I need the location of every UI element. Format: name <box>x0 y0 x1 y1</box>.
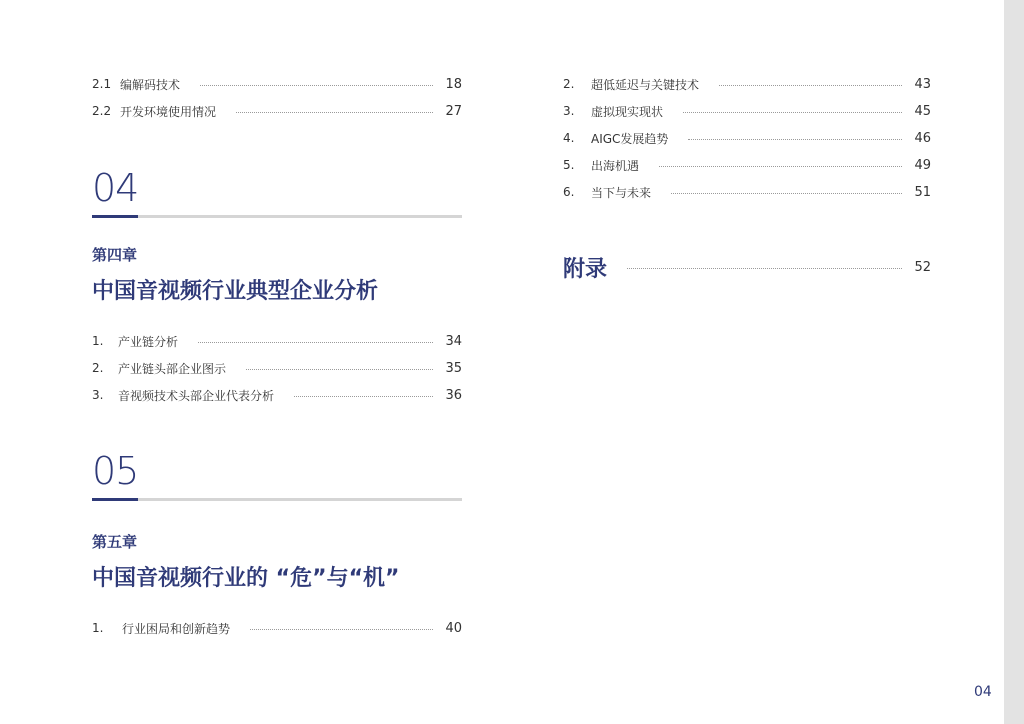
toc-entry-number: 2. <box>563 77 575 91</box>
toc-entry-label: 开发环境使用情况 <box>120 104 217 119</box>
toc-entry-label: 产业链分析 <box>118 334 179 349</box>
toc-entry-label: AIGC发展趋势 <box>591 131 669 146</box>
toc-entry-page: 27 <box>445 103 462 119</box>
chapter-5-number: 05 <box>92 449 139 493</box>
dot-leader <box>627 268 902 269</box>
toc-entry-label: 当下与未来 <box>591 185 652 200</box>
toc-entry[interactable] <box>92 386 462 404</box>
toc-entry[interactable] <box>92 359 462 377</box>
toc-entry[interactable] <box>92 619 462 637</box>
toc-entry[interactable] <box>563 129 931 147</box>
toc-entry-label: 编解码技术 <box>120 77 181 92</box>
chapter-5-label: 第五章 <box>92 533 138 551</box>
chapter-4-divider-accent <box>92 215 138 218</box>
toc-entry[interactable] <box>563 156 931 174</box>
toc-entry-number: 5. <box>563 158 575 172</box>
toc-entry[interactable] <box>92 102 462 120</box>
chapter-5-divider-accent <box>92 498 138 501</box>
dot-leader <box>198 342 433 343</box>
dot-leader <box>200 85 433 86</box>
toc-entry-page: 34 <box>445 333 462 349</box>
chapter-5-title[interactable]: 中国音视频行业的 “危”与“机” <box>92 566 400 591</box>
dot-leader <box>659 166 902 167</box>
toc-entry-page: 51 <box>914 184 931 200</box>
appendix-title: 附录 <box>563 256 608 282</box>
toc-entry-number: 6. <box>563 185 575 199</box>
dot-leader <box>719 85 902 86</box>
toc-entry-page: 49 <box>914 157 931 173</box>
toc-entry[interactable] <box>92 332 462 350</box>
toc-entry-page: 35 <box>445 360 462 376</box>
toc-entry-label: 出海机遇 <box>591 158 640 173</box>
toc-entry-label: 音视频技术头部企业代表分析 <box>118 388 275 403</box>
toc-entry[interactable] <box>563 183 931 201</box>
toc-entry-label: 超低延迟与关键技术 <box>591 77 700 92</box>
toc-entry-number: 4. <box>563 131 575 145</box>
toc-entry-label: 产业链头部企业图示 <box>118 361 227 376</box>
toc-entry-page: 40 <box>445 620 462 636</box>
toc-entry-page: 18 <box>445 76 462 92</box>
toc-entry-page: 36 <box>445 387 462 403</box>
toc-entry-number: 2. <box>92 361 104 375</box>
dot-leader <box>236 112 433 113</box>
toc-entry-page: 45 <box>914 103 931 119</box>
toc-entry-label: 行业困局和创新趋势 <box>122 621 231 636</box>
dot-leader <box>294 396 433 397</box>
chapter-4-title[interactable]: 中国音视频行业典型企业分析 <box>92 279 379 304</box>
dot-leader <box>683 112 902 113</box>
toc-entry-label: 虚拟现实现状 <box>591 104 664 119</box>
toc-entry-number: 2.2 <box>92 104 112 118</box>
toc-entry-number: 3. <box>563 104 575 118</box>
dot-leader <box>246 369 433 370</box>
chapter-4-label: 第四章 <box>92 246 138 264</box>
toc-entry-number: 2.1 <box>92 77 112 91</box>
appendix-entry[interactable] <box>563 253 931 281</box>
toc-entry-page: 46 <box>914 130 931 146</box>
page-edge-strip <box>1004 0 1024 724</box>
dot-leader <box>688 139 902 140</box>
chapter-4-number: 04 <box>92 166 139 210</box>
toc-entry[interactable] <box>92 75 462 93</box>
toc-entry-number: 3. <box>92 388 104 402</box>
toc-entry-page: 43 <box>914 76 931 92</box>
toc-entry-number: 1. <box>92 334 104 348</box>
chapter-5-divider <box>92 498 462 501</box>
dot-leader <box>671 193 902 194</box>
dot-leader <box>250 629 433 630</box>
page-number: 04 <box>974 684 992 700</box>
toc-entry-number: 1. <box>92 621 104 635</box>
chapter-4-divider <box>92 215 462 218</box>
toc-entry[interactable] <box>563 75 931 93</box>
toc-entry[interactable] <box>563 102 931 120</box>
appendix-page: 52 <box>914 259 931 275</box>
